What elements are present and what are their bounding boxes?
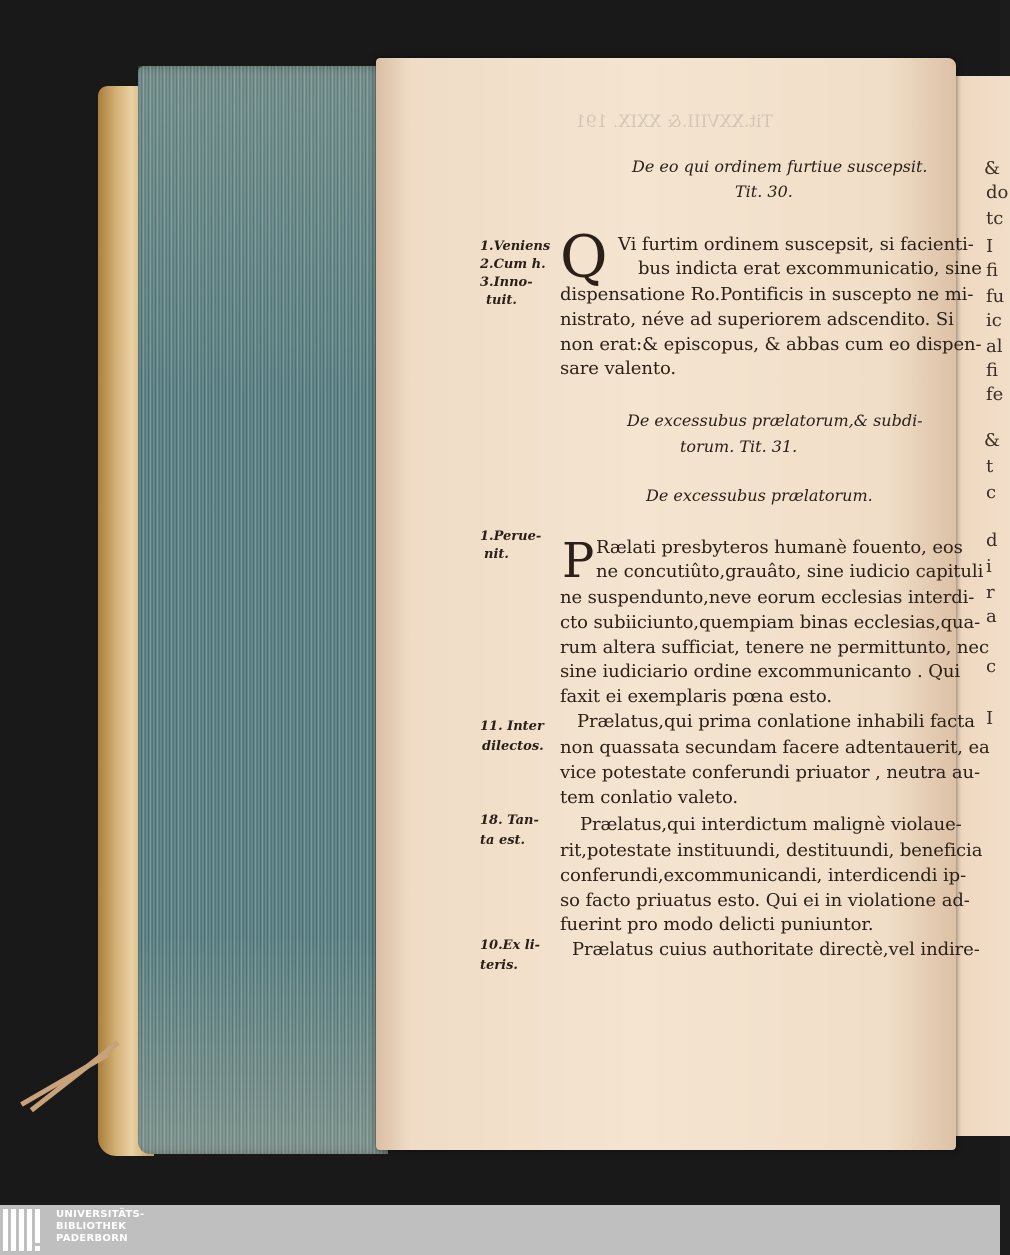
bookmark-ribbon-2	[20, 1052, 109, 1106]
margin-note: tuit.	[486, 293, 517, 308]
right-page-glyph: I	[986, 236, 994, 257]
margin-note: ta est.	[480, 833, 526, 848]
text-line: conferundi,excommunicandi, interdicendi ip-	[560, 865, 967, 886]
margin-note: dilectos.	[482, 739, 544, 754]
text-line: rit,potestate instituundi, destituundi, beneficia	[560, 840, 983, 861]
text-line: Prælatus cuius authoritate directè,vel indire-	[572, 939, 980, 960]
margin-note: 3.Inno-	[480, 275, 533, 290]
library-footer	[0, 1205, 1000, 1255]
right-page-glyph: t	[986, 456, 994, 477]
margin-note: 1.Perue-	[480, 529, 542, 544]
right-page-glyph: d	[986, 530, 998, 551]
page-block-edges	[138, 66, 388, 1154]
text-line: Prælatus,qui interdictum malignè violaue-	[580, 814, 962, 835]
text-line: Rælati presbyteros humanè fouento, eos	[596, 537, 963, 558]
right-page-glyph: a	[986, 606, 997, 627]
text-line: non erat:& episcopus, & abbas cum eo dispen-	[560, 334, 982, 355]
title-tit30-line2: Tit. 30.	[735, 182, 793, 201]
bleed-through-header: Tit.XXVIII.& XXIX. 191	[575, 112, 773, 132]
margin-note: 1.Veniens	[480, 239, 551, 254]
text-line: Vi furtim ordinem suscepsit, si facienti-	[618, 234, 974, 255]
margin-note: nit.	[484, 547, 509, 562]
text-line: rum altera sufficiat, tenere ne permittunto, nec	[560, 637, 989, 658]
logo-line: UNIVERSITÄTS-	[56, 1209, 145, 1220]
logo-line: PADERBORN	[56, 1233, 128, 1244]
margin-note: 11. Inter	[480, 719, 544, 734]
drop-cap-q: Q	[560, 223, 608, 291]
title-tit30-line1: De eo qui ordinem furtiue suscepsit.	[632, 157, 928, 176]
text-line: fuerint pro modo delicti puniuntor.	[560, 914, 874, 935]
right-page-glyph: fu	[986, 286, 1005, 307]
right-page-glyph: fi	[986, 260, 999, 281]
text-line: tem conlatio valeto.	[560, 787, 739, 808]
title-tit31-line1: De excessubus prælatorum,& subdi-	[627, 411, 923, 430]
text-line: so facto priuatus esto. Qui ei in violatione ad-	[560, 890, 970, 911]
subtitle-excessubus: De excessubus prælatorum.	[646, 486, 873, 505]
right-page-glyph: I	[986, 708, 994, 729]
text-line: bus indicta erat excommunicatio, sine	[638, 258, 982, 279]
margin-note: 2.Cum h.	[480, 257, 546, 272]
right-page-glyph: &	[984, 430, 1001, 451]
right-page-glyph: fi	[986, 360, 999, 381]
text-line: ne concutiûto,grauâto, sine iudicio capituli	[596, 561, 984, 582]
text-line: cto subiiciunto,quempiam binas ecclesias,qua-	[560, 612, 981, 633]
right-page-glyph: c	[986, 656, 997, 677]
text-line: sine iudiciario ordine excommunicanto . Qui	[560, 661, 961, 682]
text-line: Prælatus,qui prima conlatione inhabili facta	[577, 711, 975, 732]
text-line: sare valento.	[560, 358, 677, 379]
right-page-glyph: ic	[986, 310, 1002, 331]
margin-note: 10.Ex li-	[480, 938, 541, 953]
text-line: nistrato, néve ad superiorem adscendito. Si	[560, 309, 954, 330]
margin-note: 18. Tan-	[480, 813, 539, 828]
right-page-glyph: fe	[986, 384, 1004, 405]
text-line: dispensatione Ro.Pontificis in suscepto ne mi-	[560, 284, 974, 305]
library-logo-icon	[0, 1209, 52, 1251]
right-page-glyph: r	[986, 582, 995, 603]
text-line: faxit ei exemplaris pœna esto.	[560, 686, 832, 707]
logo-line: BIBLIOTHEK	[56, 1221, 127, 1232]
margin-note: teris.	[480, 958, 518, 973]
right-page-glyph: do	[986, 182, 1009, 203]
right-page-glyph: &	[984, 158, 1001, 179]
library-logo-text	[56, 1209, 145, 1245]
right-page-glyph: tc	[986, 208, 1004, 229]
right-page-glyph: al	[986, 336, 1003, 357]
right-page-glyph: c	[986, 482, 997, 503]
text-line: non quassata secundam facere adtentauerit, ea	[560, 737, 990, 758]
text-line: vice potestate conferundi priuator , neutra au-	[560, 762, 980, 783]
drop-cap-p: P	[562, 533, 595, 589]
right-page-glyph: i	[986, 556, 992, 577]
text-line: ne suspendunto,neve eorum ecclesias interdi-	[560, 587, 975, 608]
title-tit31-line2: torum. Tit. 31.	[680, 437, 798, 456]
